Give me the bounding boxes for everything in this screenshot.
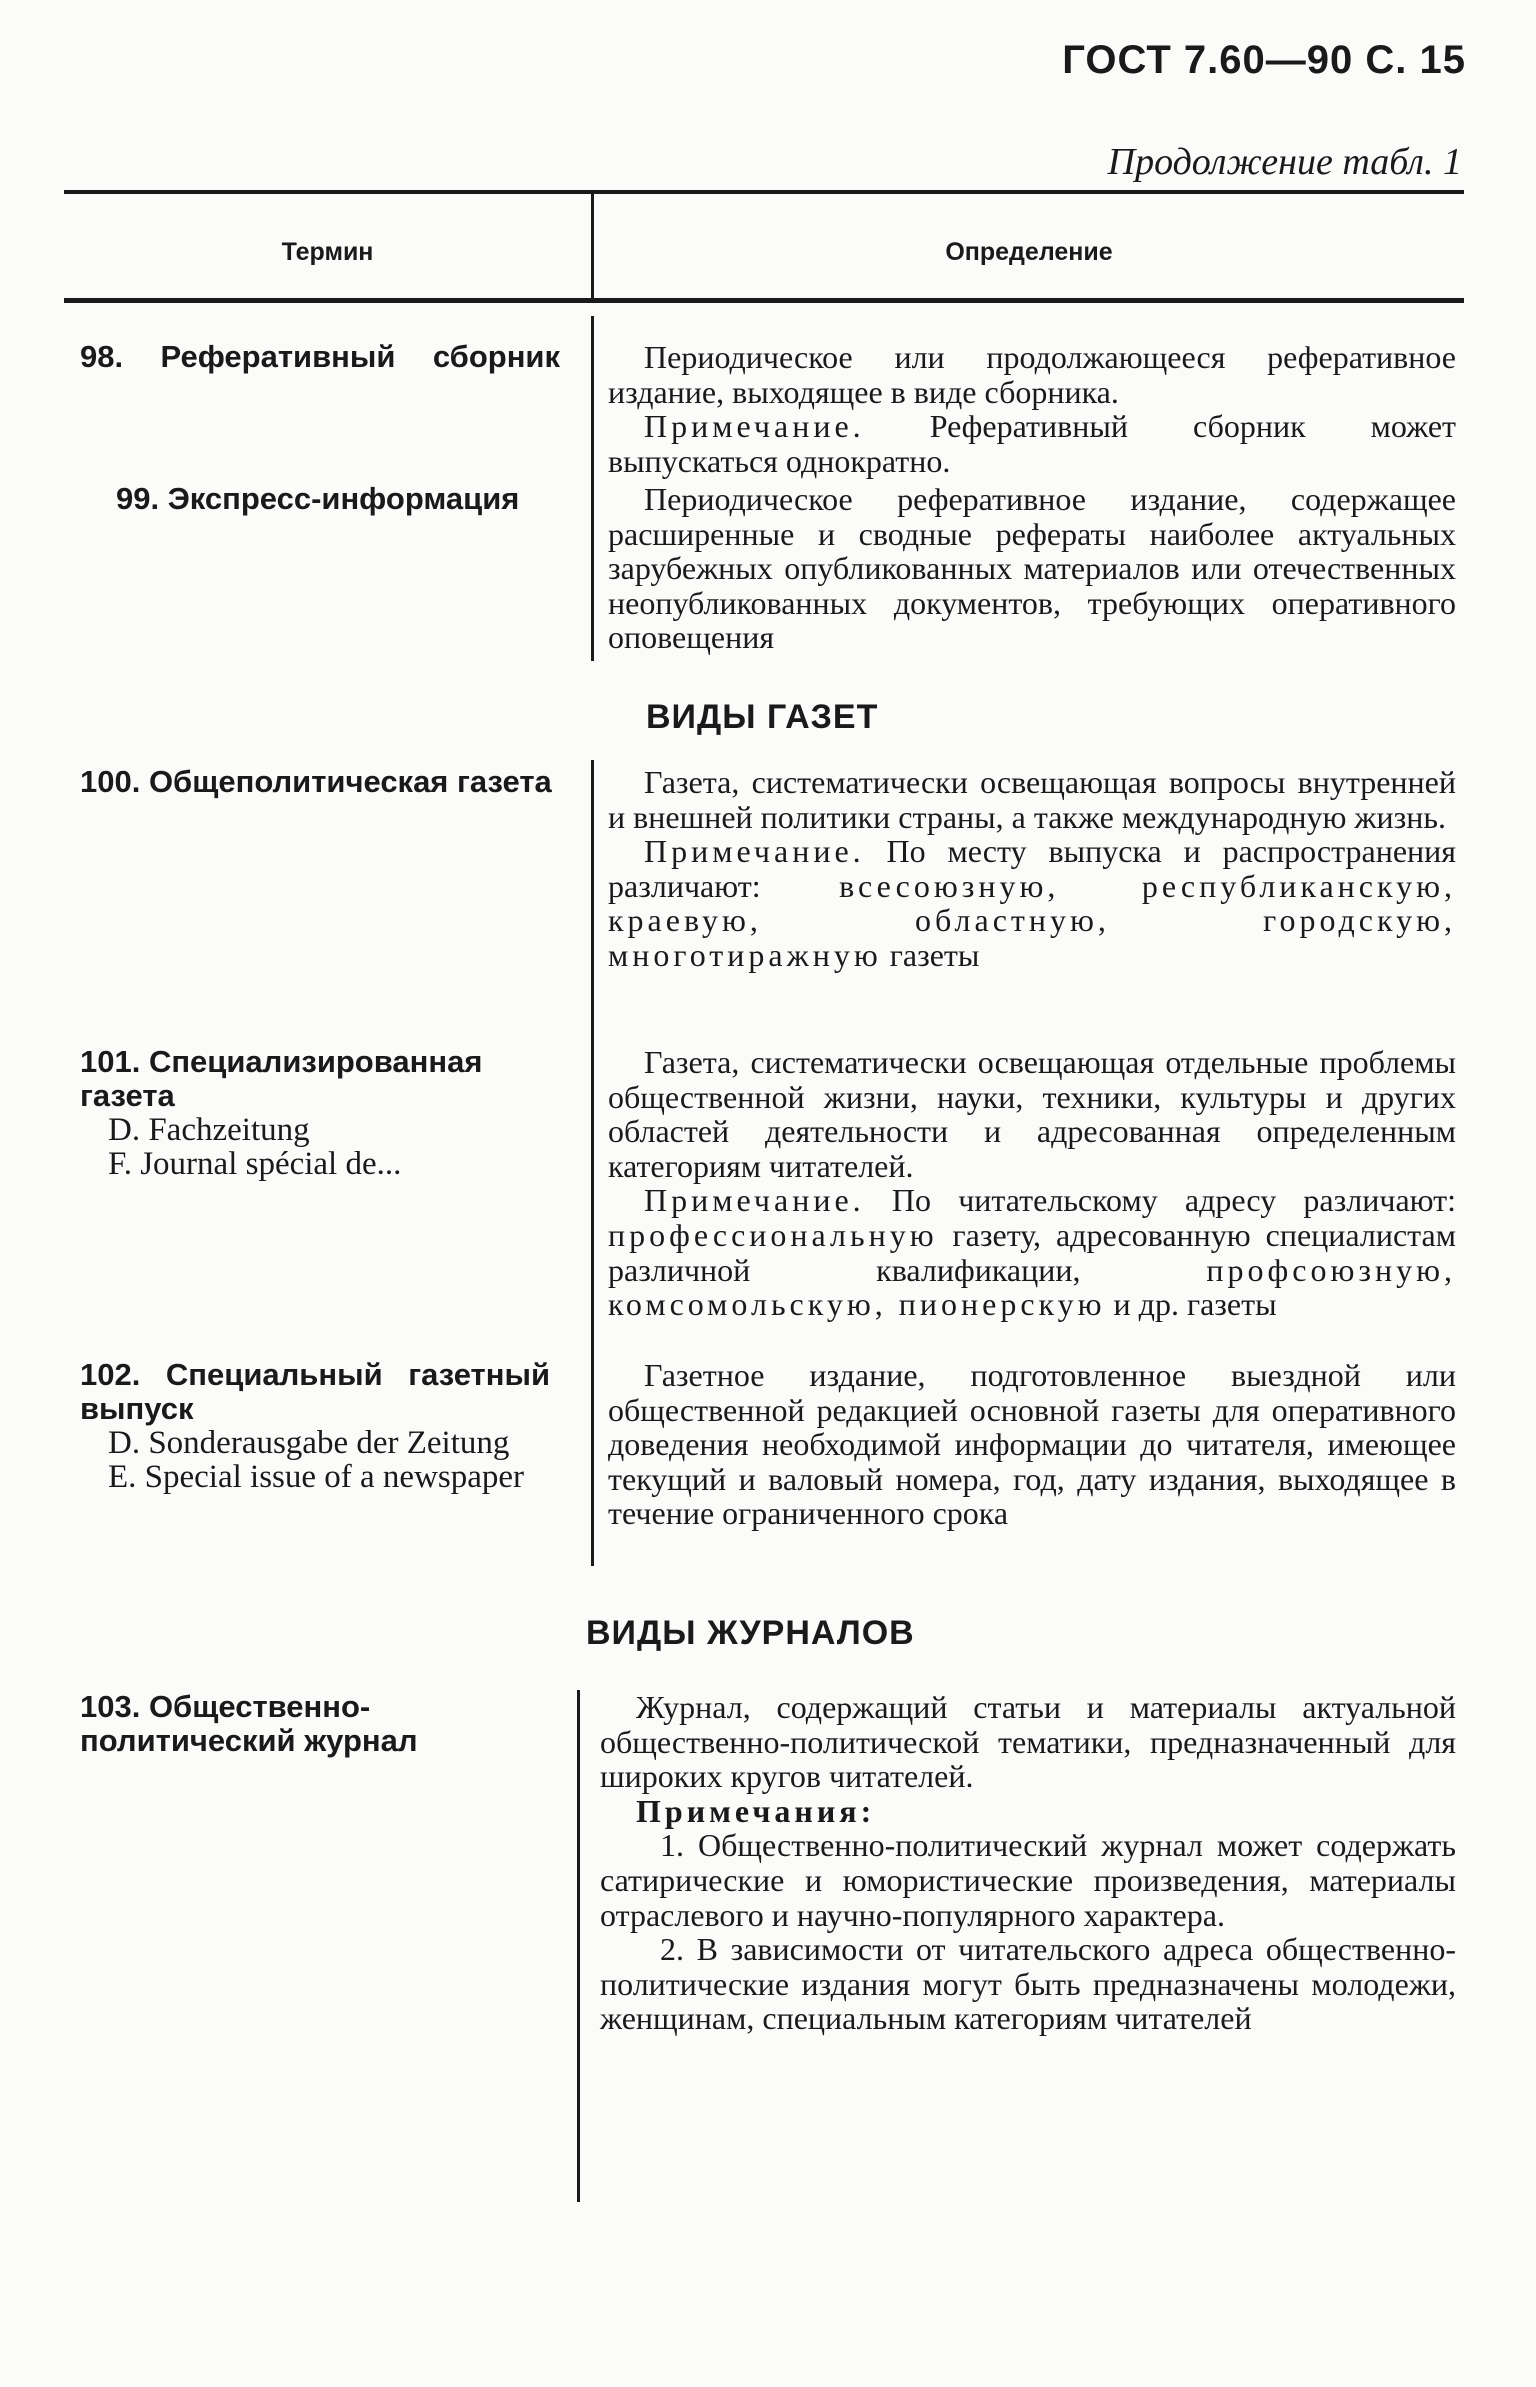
- term-98-title: 98. Реферативный сборник: [80, 339, 560, 374]
- definition-100: [608, 765, 1456, 973]
- term-100-title: 100. Общеполитическая газета: [80, 764, 552, 799]
- table-top-rule: [64, 190, 1464, 194]
- term-101: [80, 1045, 560, 1181]
- definition-101-text: Газета, систематически освещающая отдельные проблемы общественной жизни, науки, техники, культуры и других областей деятельности и адресованная определенным категориям читателей.: [608, 1044, 1456, 1184]
- definition-98: [608, 340, 1456, 478]
- term-103-title: 103. Общественно-политический журнал: [80, 1689, 418, 1758]
- term-103: [80, 1690, 550, 1758]
- definition-101-note-tail: и др. газеты: [1113, 1286, 1277, 1323]
- definition-100-note-spaced: всесоюзную, республиканскую, краевую, областную, городскую, многотиражную: [608, 867, 1456, 973]
- definition-102: [608, 1358, 1456, 1531]
- definition-101: [608, 1045, 1456, 1322]
- term-102-title: 102. Специальный газетный выпуск: [80, 1357, 550, 1426]
- term-99-title: 99. Экспресс-информация: [116, 481, 520, 516]
- table-header-term: Термин: [281, 238, 374, 266]
- definition-100-text: Газета, систематически освещающая вопросы внутренней и внешней политики страны, а также международную жизнь.: [608, 764, 1456, 835]
- term-101-title: 101. Специализированная газета: [80, 1044, 483, 1113]
- definition-98-text: Периодическое или продолжающееся реферативное издание, выходящее в виде сборника.: [608, 339, 1456, 410]
- definition-99: [608, 482, 1456, 655]
- term-102-equiv-de: D. Sonderausgabe der Zeitung: [108, 1425, 510, 1461]
- definition-101-note-spaced-1: профессиональную: [608, 1216, 938, 1253]
- column-divider: [577, 1690, 580, 2202]
- definition-103-text: Журнал, содержащий статьи и материалы актуальной общественно-политической тематики, предназначенный для широких кругов читателей.: [600, 1689, 1456, 1795]
- definition-99-text: Периодическое реферативное издание, содержащее расширенные и сводные рефераты наиболее актуальных зарубежных опубликованных материалов или отечественных неопубликованных документов, требующих оперативного оповещения: [608, 481, 1456, 656]
- section-heading-journals: ВИДЫ ЖУРНАЛОВ: [586, 1614, 915, 1652]
- table-continuation-label: Продолжение табл. 1: [1107, 141, 1462, 183]
- table-header-bottom-rule: [64, 298, 1464, 303]
- definition-103-note-1: 1. Общественно-политический журнал может содержать сатирические и юмористические произведения, материалы отраслевого и научно-популярного характера.: [600, 1827, 1456, 1933]
- term-100: [80, 765, 560, 799]
- definition-100-note-label: Примечание.: [644, 833, 865, 870]
- definition-103: [600, 1690, 1456, 2036]
- term-101-equiv-de: D. Fachzeitung: [108, 1112, 310, 1148]
- definition-98-note-text: Реферативный сборник может выпускаться однократно.: [608, 408, 1457, 479]
- term-102-equiv-en: E. Special issue of a newspaper: [108, 1459, 525, 1495]
- term-102: [80, 1358, 550, 1494]
- definition-101-note-text: По читательскому адресу различают:: [891, 1182, 1457, 1219]
- term-101-equiv-fr: F. Journal spécial de...: [108, 1146, 402, 1182]
- column-divider: [591, 760, 594, 1566]
- definition-103-note-label: Примечания:: [636, 1792, 876, 1829]
- term-98: [80, 340, 560, 374]
- definition-101-note-label: Примечание.: [644, 1182, 865, 1219]
- column-divider: [591, 316, 594, 661]
- definition-98-note-label: Примечание.: [644, 408, 865, 445]
- definition-102-text: Газетное издание, подготовленное выездной или общественной редакцией основной газеты для оперативного доведения необходимой информации до читателя, имеющее текущий и валовый номера, год, дату издания, выходящее в течение ограниченного срока: [608, 1357, 1456, 1532]
- page-number: ГОСТ 7.60—90 С. 15: [1062, 38, 1466, 82]
- definition-100-note-text: По месту выпуска и распространения различают:: [608, 833, 1457, 904]
- definition-103-note-2: 2. В зависимости от читательского адреса общественно-политические издания могут быть предназначены молодежи, женщинам, специальным категориям читателей: [600, 1931, 1456, 2037]
- term-99: [116, 482, 576, 516]
- definition-101-note-mid: газету, адресованную специалистам различной квалификации,: [608, 1216, 1457, 1288]
- section-heading-newspapers: ВИДЫ ГАЗЕТ: [646, 698, 879, 736]
- table-header-definition: Определение: [945, 238, 1113, 266]
- definition-101-note-spaced-2: профсоюзную, комсомольскую, пионерскую: [608, 1251, 1457, 1323]
- definition-100-note-tail: газеты: [889, 936, 980, 973]
